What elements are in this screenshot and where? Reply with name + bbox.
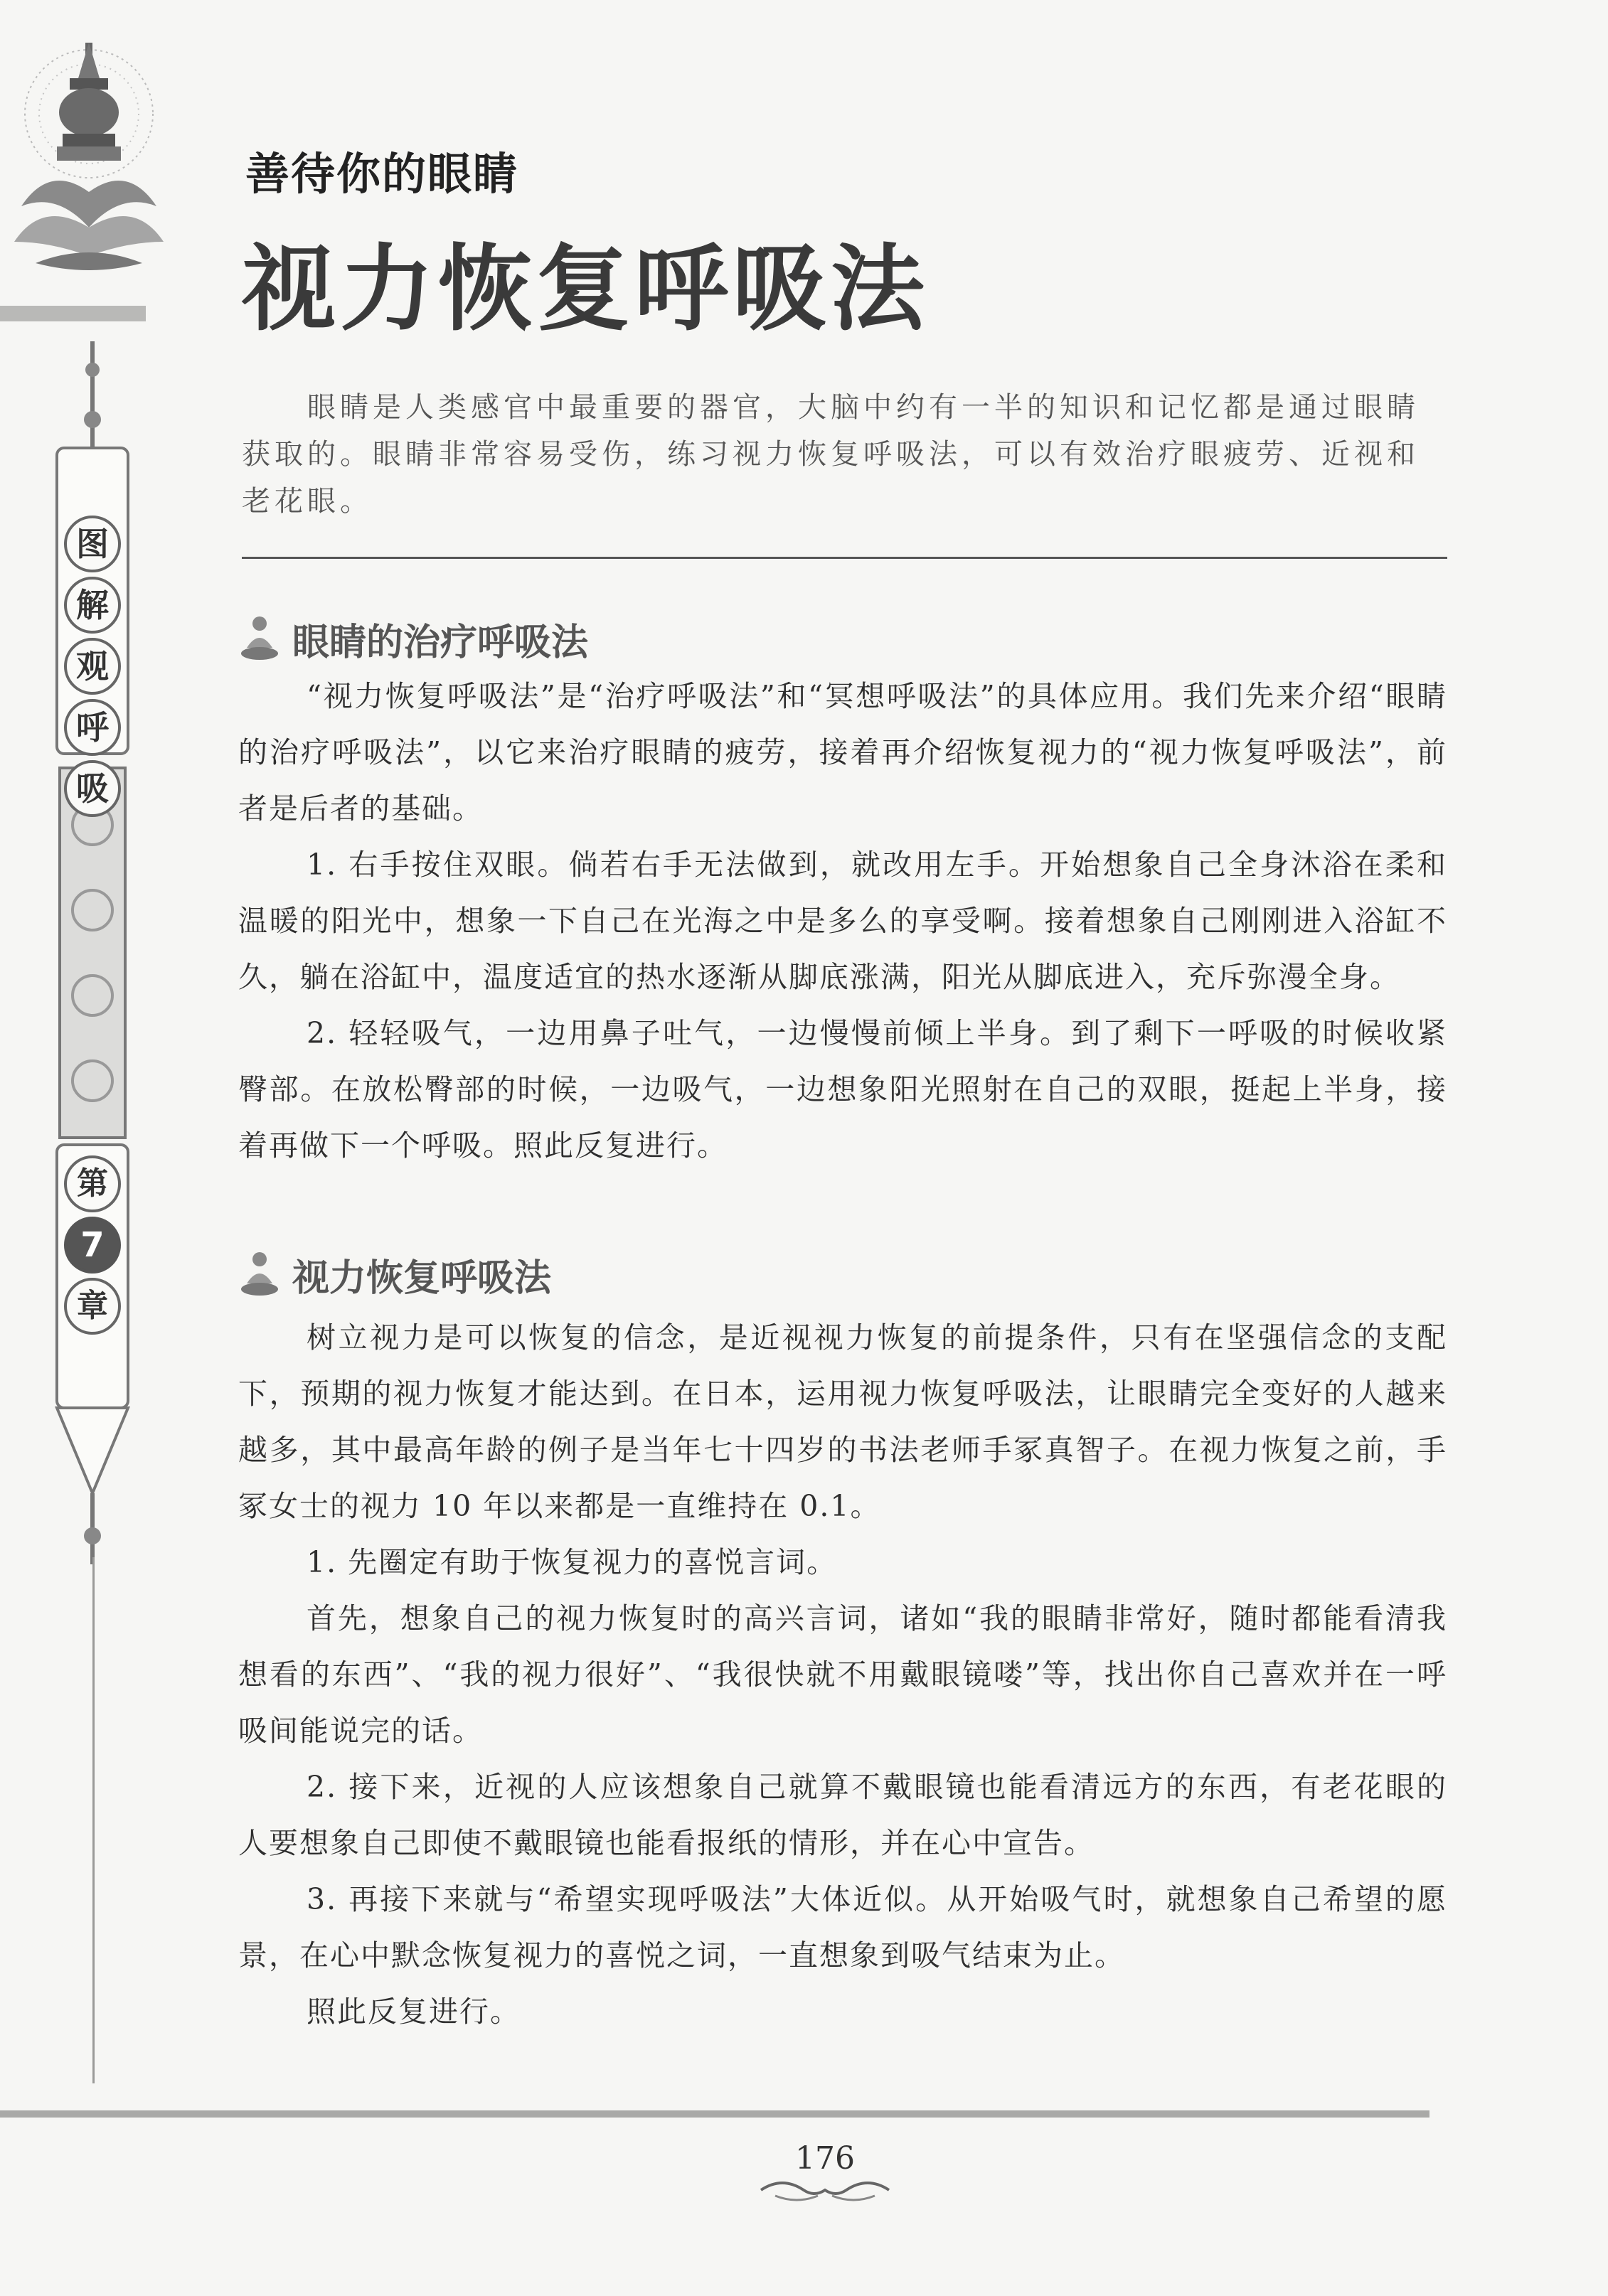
book-char: 吸 <box>64 760 121 817</box>
chapter-tag <box>57 1155 128 1339</box>
book-char: 解 <box>64 577 121 634</box>
buddha-icon <box>238 1249 281 1299</box>
page-subtitle: 善待你的眼睛 <box>245 148 519 200</box>
paragraph: 3. 再接下来就与“希望实现呼吸法”大体近似。从开始吸气时，就想象自己希望的愿景，在心中默念恢复视力的喜悦之词，一直想象到吸气结束为止。 <box>238 1882 1447 1972</box>
section-body <box>238 668 1447 1174</box>
chapter-number: 7 <box>64 1217 121 1274</box>
scroll-cord <box>92 1557 95 2083</box>
paragraph: 1. 先圈定有助于恢复视力的喜悦言词。 <box>307 1545 838 1579</box>
book-char: 呼 <box>64 699 121 756</box>
paragraph: 2. 轻轻吸气，一边用鼻子吐气，一边慢慢前倾上半身。到了剩下一呼吸的时候收紧臀部。在放松臀部的时候，一边吸气，一边想象阳光照射在自己的双眼，挺起上半身，接着再做下一个呼吸。照此反复进行。 <box>238 1016 1447 1163</box>
header-bar <box>0 306 146 321</box>
intro-paragraph: 眼睛是人类感官中最重要的器官，大脑中约有一半的知识和记忆都是通过眼睛获取的。眼睛非常容易受伤，练习视力恢复呼吸法，可以有效治疗眼疲劳、近视和老花眼。 <box>242 391 1420 518</box>
footer-ornament-icon <box>754 2176 896 2204</box>
paragraph: 1. 右手按住双眼。倘若右手无法做到，就改用左手。开始想象自己全身沐浴在柔和温暖的阳光中，想象一下自己在光海之中是多么的享受啊。接着想象自己刚刚进入浴缸不久，躺在浴缸中，温度适宜的热水逐渐从脚底涨满，阳光从脚底进入，充斥弥漫全身。 <box>238 848 1447 994</box>
page-title: 视力恢复呼吸法 <box>242 234 929 344</box>
section-heading-text: 视力恢复呼吸法 <box>292 1256 552 1300</box>
buddha-icon <box>238 614 281 663</box>
book-char: 图 <box>64 516 121 572</box>
section-heading-text: 眼睛的治疗呼吸法 <box>292 620 589 664</box>
section-heading <box>238 1246 551 1303</box>
paragraph: 照此反复进行。 <box>307 1995 521 2029</box>
paragraph: 首先，想象自己的视力恢复时的高兴言词，诸如“我的眼睛非常好，随时都能看清我想看的东西”、“我的视力很好”、“我很快就不用戴眼镜喽”等，找出你自己喜欢并在一呼吸间能说完的话。 <box>238 1601 1447 1748</box>
book-char: 观 <box>64 638 121 695</box>
paragraph: “视力恢复呼吸法”是“治疗呼吸法”和“冥想呼吸法”的具体应用。我们先来介绍“眼睛的治疗呼吸法”，以它来治疗眼睛的疲劳，接着再介绍恢复视力的“视力恢复呼吸法”，前者是后者的基础。 <box>238 679 1447 826</box>
book-title-vertical <box>57 516 128 821</box>
section-heading <box>238 610 588 667</box>
paragraph: 树立视力是可以恢复的信念，是近视视力恢复的前提条件，只有在坚强信念的支配下，预期的视力恢复才能达到。在日本，运用视力恢复呼吸法，让眼睛完全变好的人越来越多，其中最高年龄的例子是当年七十四岁的书法老师手冢真智子。在视力恢复之前，手冢女士的视力 10 年以来都是一直维持在 0.1。 <box>238 1320 1447 1523</box>
section-body <box>238 1310 1447 2040</box>
chapter-char: 第 <box>64 1155 121 1212</box>
footer-line <box>0 2110 1429 2118</box>
divider <box>242 557 1447 559</box>
paragraph: 2. 接下来，近视的人应该想象自己就算不戴眼镜也能看清远方的东西，有老花眼的人要想象自己即使不戴眼镜也能看报纸的情形，并在心中宣告。 <box>238 1770 1447 1860</box>
page-number: 176 <box>795 2140 855 2177</box>
stupa-lotus-icon <box>7 28 171 313</box>
chapter-char: 章 <box>64 1278 121 1335</box>
